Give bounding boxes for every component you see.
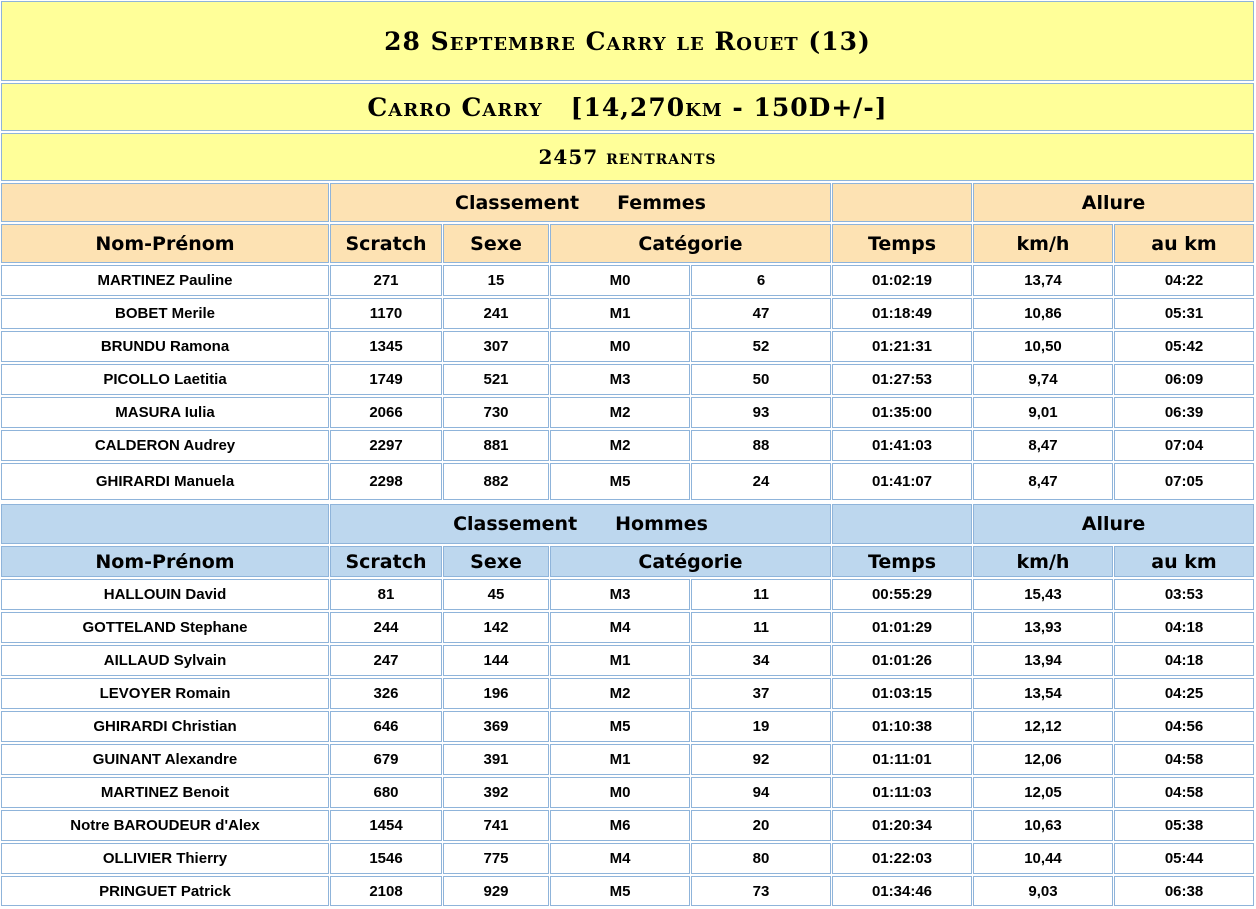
femmes-row-scratch: 2298 bbox=[330, 463, 442, 500]
femmes-row-name: CALDERON Audrey bbox=[1, 430, 329, 461]
hommes-row-kmh: 9,03 bbox=[973, 876, 1113, 906]
femmes-row-sexe: 307 bbox=[443, 331, 549, 362]
femmes-row-kmh: 8,47 bbox=[973, 463, 1113, 500]
femmes-row-au-km: 05:31 bbox=[1114, 298, 1254, 329]
hommes-row-categorie: M4 bbox=[550, 612, 690, 643]
hommes-row-temps: 01:34:46 bbox=[832, 876, 972, 906]
hommes-row-categorie: M5 bbox=[550, 876, 690, 906]
femmes-row-kmh: 13,74 bbox=[973, 265, 1113, 296]
hommes-row-scratch: 1454 bbox=[330, 810, 442, 841]
hommes-row-kmh: 12,06 bbox=[973, 744, 1113, 775]
hommes-col-au-km: au km bbox=[1114, 546, 1254, 577]
hommes-row-cat-rank: 37 bbox=[691, 678, 831, 709]
hommes-row-name: GUINANT Alexandre bbox=[1, 744, 329, 775]
hommes-row-categorie: M1 bbox=[550, 645, 690, 676]
femmes-row-name: BRUNDU Ramona bbox=[1, 331, 329, 362]
hommes-row-cat-rank: 94 bbox=[691, 777, 831, 808]
femmes-row-name: GHIRARDI Manuela bbox=[1, 463, 329, 500]
hommes-row-categorie: M2 bbox=[550, 678, 690, 709]
hommes-row-scratch: 326 bbox=[330, 678, 442, 709]
femmes-row-kmh: 10,86 bbox=[973, 298, 1113, 329]
femmes-row-scratch: 271 bbox=[330, 265, 442, 296]
hommes-row-temps: 01:22:03 bbox=[832, 843, 972, 874]
hommes-row-scratch: 81 bbox=[330, 579, 442, 610]
hommes-col-kmh: km/h bbox=[973, 546, 1113, 577]
femmes-row-temps: 01:41:03 bbox=[832, 430, 972, 461]
race-title bbox=[1, 1, 1254, 81]
hommes-row-sexe: 196 bbox=[443, 678, 549, 709]
hommes-row-kmh: 13,93 bbox=[973, 612, 1113, 643]
femmes-row-temps: 01:21:31 bbox=[832, 331, 972, 362]
hommes-section-label: Hommes bbox=[615, 513, 708, 535]
hommes-row-temps: 01:01:29 bbox=[832, 612, 972, 643]
femmes-group-blank-temps bbox=[832, 183, 972, 222]
femmes-row-cat-rank: 52 bbox=[691, 331, 831, 362]
hommes-row-categorie: M4 bbox=[550, 843, 690, 874]
hommes-row-scratch: 244 bbox=[330, 612, 442, 643]
hommes-row-au-km: 05:44 bbox=[1114, 843, 1254, 874]
femmes-col-nom: Nom-Prénom bbox=[1, 224, 329, 263]
femmes-row-kmh: 9,74 bbox=[973, 364, 1113, 395]
hommes-row-cat-rank: 19 bbox=[691, 711, 831, 742]
hommes-row-sexe: 369 bbox=[443, 711, 549, 742]
femmes-row-categorie: M1 bbox=[550, 298, 690, 329]
femmes-row-name: MASURA Iulia bbox=[1, 397, 329, 428]
hommes-row-categorie: M3 bbox=[550, 579, 690, 610]
femmes-row-sexe: 521 bbox=[443, 364, 549, 395]
hommes-row-kmh: 13,94 bbox=[973, 645, 1113, 676]
hommes-row-au-km: 04:18 bbox=[1114, 645, 1254, 676]
femmes-row-cat-rank: 47 bbox=[691, 298, 831, 329]
hommes-row-name: PRINGUET Patrick bbox=[1, 876, 329, 906]
femmes-row-temps: 01:35:00 bbox=[832, 397, 972, 428]
hommes-row-au-km: 04:58 bbox=[1114, 777, 1254, 808]
hommes-group-classement bbox=[330, 504, 831, 544]
hommes-row-kmh: 12,05 bbox=[973, 777, 1113, 808]
hommes-row-categorie: M6 bbox=[550, 810, 690, 841]
hommes-row-kmh: 13,54 bbox=[973, 678, 1113, 709]
femmes-row-name: BOBET Merile bbox=[1, 298, 329, 329]
hommes-row-name: MARTINEZ Benoit bbox=[1, 777, 329, 808]
hommes-row-sexe: 45 bbox=[443, 579, 549, 610]
hommes-row-sexe: 144 bbox=[443, 645, 549, 676]
femmes-row-name: MARTINEZ Pauline bbox=[1, 265, 329, 296]
hommes-row-kmh: 15,43 bbox=[973, 579, 1113, 610]
hommes-row-categorie: M0 bbox=[550, 777, 690, 808]
femmes-col-categorie: Catégorie bbox=[550, 224, 831, 263]
femmes-row-cat-rank: 6 bbox=[691, 265, 831, 296]
hommes-row-temps: 01:11:01 bbox=[832, 744, 972, 775]
femmes-row-au-km: 06:09 bbox=[1114, 364, 1254, 395]
femmes-row-categorie: M0 bbox=[550, 331, 690, 362]
femmes-row-au-km: 07:05 bbox=[1114, 463, 1254, 500]
hommes-row-sexe: 392 bbox=[443, 777, 549, 808]
race-subtitle bbox=[1, 83, 1254, 131]
femmes-row-au-km: 07:04 bbox=[1114, 430, 1254, 461]
femmes-section-label: Femmes bbox=[617, 191, 706, 214]
femmes-classement-label: Classement bbox=[455, 191, 580, 214]
race-distance: [14,270km - 150D+/-] bbox=[570, 92, 888, 122]
hommes-row-sexe: 775 bbox=[443, 843, 549, 874]
femmes-row-kmh: 8,47 bbox=[973, 430, 1113, 461]
hommes-row-scratch: 680 bbox=[330, 777, 442, 808]
hommes-row-temps: 01:20:34 bbox=[832, 810, 972, 841]
hommes-row-name: LEVOYER Romain bbox=[1, 678, 329, 709]
femmes-row-scratch: 1345 bbox=[330, 331, 442, 362]
hommes-row-cat-rank: 80 bbox=[691, 843, 831, 874]
hommes-row-sexe: 142 bbox=[443, 612, 549, 643]
hommes-row-scratch: 679 bbox=[330, 744, 442, 775]
hommes-col-categorie: Catégorie bbox=[550, 546, 831, 577]
race-name: Carro Carry bbox=[367, 92, 543, 122]
hommes-row-au-km: 04:25 bbox=[1114, 678, 1254, 709]
hommes-col-nom: Nom-Prénom bbox=[1, 546, 329, 577]
hommes-row-scratch: 646 bbox=[330, 711, 442, 742]
hommes-row-kmh: 12,12 bbox=[973, 711, 1113, 742]
femmes-row-temps: 01:02:19 bbox=[832, 265, 972, 296]
femmes-row-sexe: 881 bbox=[443, 430, 549, 461]
hommes-col-sexe: Sexe bbox=[443, 546, 549, 577]
hommes-row-cat-rank: 34 bbox=[691, 645, 831, 676]
femmes-row-cat-rank: 93 bbox=[691, 397, 831, 428]
hommes-row-temps: 01:10:38 bbox=[832, 711, 972, 742]
femmes-group-classement bbox=[330, 183, 831, 222]
femmes-row-kmh: 9,01 bbox=[973, 397, 1113, 428]
femmes-row-temps: 01:27:53 bbox=[832, 364, 972, 395]
femmes-col-scratch: Scratch bbox=[330, 224, 442, 263]
hommes-row-sexe: 741 bbox=[443, 810, 549, 841]
hommes-col-temps: Temps bbox=[832, 546, 972, 577]
femmes-row-name: PICOLLO Laetitia bbox=[1, 364, 329, 395]
hommes-row-name: GHIRARDI Christian bbox=[1, 711, 329, 742]
hommes-row-cat-rank: 11 bbox=[691, 612, 831, 643]
femmes-row-temps: 01:18:49 bbox=[832, 298, 972, 329]
hommes-group-blank-name bbox=[1, 504, 329, 544]
femmes-row-categorie: M0 bbox=[550, 265, 690, 296]
finishers-count bbox=[1, 133, 1254, 181]
hommes-row-kmh: 10,63 bbox=[973, 810, 1113, 841]
hommes-row-scratch: 1546 bbox=[330, 843, 442, 874]
hommes-row-sexe: 391 bbox=[443, 744, 549, 775]
femmes-row-cat-rank: 88 bbox=[691, 430, 831, 461]
hommes-row-au-km: 04:18 bbox=[1114, 612, 1254, 643]
hommes-group-blank-temps bbox=[832, 504, 972, 544]
femmes-row-categorie: M2 bbox=[550, 397, 690, 428]
hommes-row-name: Notre BAROUDEUR d'Alex bbox=[1, 810, 329, 841]
hommes-row-name: OLLIVIER Thierry bbox=[1, 843, 329, 874]
femmes-col-temps: Temps bbox=[832, 224, 972, 263]
femmes-row-sexe: 882 bbox=[443, 463, 549, 500]
hommes-row-categorie: M1 bbox=[550, 744, 690, 775]
femmes-row-sexe: 730 bbox=[443, 397, 549, 428]
femmes-row-categorie: M2 bbox=[550, 430, 690, 461]
hommes-row-temps: 01:11:03 bbox=[832, 777, 972, 808]
femmes-group-blank-name bbox=[1, 183, 329, 222]
femmes-row-categorie: M3 bbox=[550, 364, 690, 395]
femmes-row-sexe: 15 bbox=[443, 265, 549, 296]
hommes-row-temps: 01:03:15 bbox=[832, 678, 972, 709]
hommes-row-temps: 00:55:29 bbox=[832, 579, 972, 610]
hommes-classement-label: Classement bbox=[453, 513, 578, 535]
hommes-row-temps: 01:01:26 bbox=[832, 645, 972, 676]
hommes-row-au-km: 04:56 bbox=[1114, 711, 1254, 742]
hommes-row-au-km: 03:53 bbox=[1114, 579, 1254, 610]
femmes-row-sexe: 241 bbox=[443, 298, 549, 329]
hommes-group-allure: Allure bbox=[973, 504, 1254, 544]
hommes-row-cat-rank: 11 bbox=[691, 579, 831, 610]
hommes-row-kmh: 10,44 bbox=[973, 843, 1113, 874]
hommes-row-categorie: M5 bbox=[550, 711, 690, 742]
hommes-row-cat-rank: 20 bbox=[691, 810, 831, 841]
hommes-row-name: GOTTELAND Stephane bbox=[1, 612, 329, 643]
femmes-row-scratch: 2066 bbox=[330, 397, 442, 428]
hommes-row-au-km: 06:38 bbox=[1114, 876, 1254, 906]
femmes-row-scratch: 1170 bbox=[330, 298, 442, 329]
femmes-row-au-km: 05:42 bbox=[1114, 331, 1254, 362]
femmes-col-sexe: Sexe bbox=[443, 224, 549, 263]
femmes-row-scratch: 1749 bbox=[330, 364, 442, 395]
hommes-col-scratch: Scratch bbox=[330, 546, 442, 577]
hommes-row-cat-rank: 92 bbox=[691, 744, 831, 775]
femmes-row-cat-rank: 24 bbox=[691, 463, 831, 500]
femmes-col-au-km: au km bbox=[1114, 224, 1254, 263]
femmes-group-allure: Allure bbox=[973, 183, 1254, 222]
hommes-row-cat-rank: 73 bbox=[691, 876, 831, 906]
hommes-row-name: AILLAUD Sylvain bbox=[1, 645, 329, 676]
race-title-text: 28 Septembre Carry le Rouet (13) bbox=[384, 26, 871, 56]
femmes-row-kmh: 10,50 bbox=[973, 331, 1113, 362]
femmes-row-scratch: 2297 bbox=[330, 430, 442, 461]
femmes-row-au-km: 04:22 bbox=[1114, 265, 1254, 296]
femmes-row-temps: 01:41:07 bbox=[832, 463, 972, 500]
hommes-row-name: HALLOUIN David bbox=[1, 579, 329, 610]
hommes-row-scratch: 247 bbox=[330, 645, 442, 676]
femmes-row-cat-rank: 50 bbox=[691, 364, 831, 395]
femmes-row-au-km: 06:39 bbox=[1114, 397, 1254, 428]
hommes-row-scratch: 2108 bbox=[330, 876, 442, 906]
hommes-row-au-km: 04:58 bbox=[1114, 744, 1254, 775]
hommes-row-au-km: 05:38 bbox=[1114, 810, 1254, 841]
finishers-count-text: 2457 rentrants bbox=[538, 145, 717, 169]
femmes-col-kmh: km/h bbox=[973, 224, 1113, 263]
femmes-row-categorie: M5 bbox=[550, 463, 690, 500]
hommes-row-sexe: 929 bbox=[443, 876, 549, 906]
